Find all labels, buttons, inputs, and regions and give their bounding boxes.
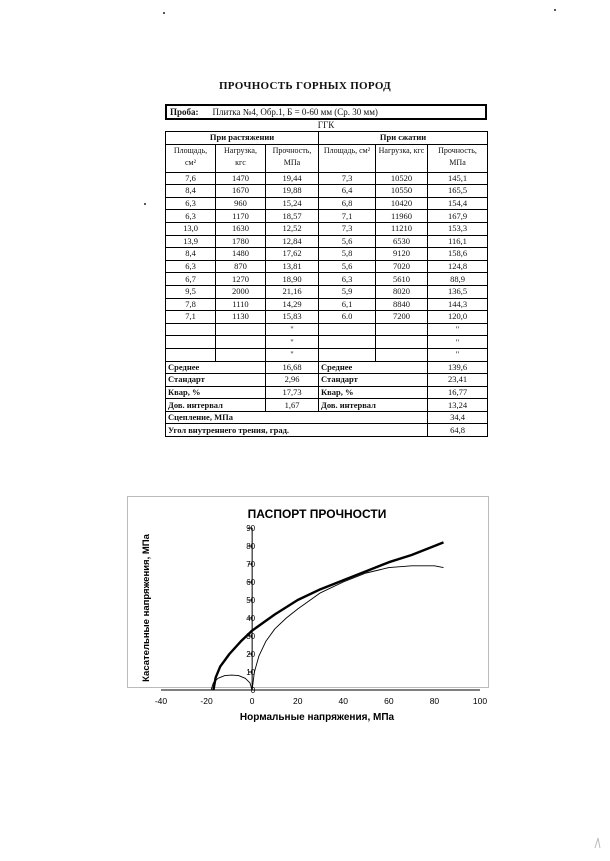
cell-c-load: 5610	[376, 273, 428, 286]
y-tick-label: 10	[246, 668, 256, 677]
y-tick-label: 30	[246, 632, 256, 641]
cell-c-load: 7020	[376, 260, 428, 273]
table-row	[166, 172, 488, 185]
cell-t-str: 18,90	[266, 273, 319, 286]
y-tick-label: 20	[246, 650, 256, 659]
col-load: Нагрузка, кгс	[216, 144, 266, 172]
x-axis-label: Нормальные напряжения, МПа	[239, 712, 395, 723]
table-row	[166, 235, 488, 248]
cell-c-area: 7,3	[319, 172, 376, 185]
scan-speck	[554, 9, 556, 11]
ci-tension: 1,67	[266, 399, 319, 412]
cell-t-str: 18,57	[266, 210, 319, 223]
table-row	[166, 185, 488, 198]
std-compression: 23,41	[428, 374, 488, 387]
cell-t-str: 13,81	[266, 260, 319, 273]
mean-tension: 16,68	[266, 361, 319, 374]
cell-t-str: 12,52	[266, 222, 319, 235]
table-row	[166, 197, 488, 210]
cell-t-area: 13,9	[166, 235, 216, 248]
y-tick-label: 0	[250, 686, 256, 695]
cell-t-load: 1480	[216, 248, 266, 261]
source-label: ГГК	[317, 120, 335, 130]
scan-speck	[163, 12, 165, 14]
table-row	[166, 273, 488, 286]
table-row	[166, 323, 488, 336]
cell-t-str: 19,44	[266, 172, 319, 185]
cell-c-area	[319, 348, 376, 361]
cell-t-load: 1130	[216, 311, 266, 324]
mean-compression: 139,6	[428, 361, 488, 374]
cell-c-str: "	[428, 336, 488, 349]
col-strength: Прочность, МПа	[428, 144, 488, 172]
cell-t-str: "	[266, 348, 319, 361]
x-tick-label: -20	[200, 696, 213, 706]
cell-c-load: 8840	[376, 298, 428, 311]
sample-label: Проба:	[170, 107, 199, 117]
y-tick-label: 60	[246, 578, 256, 587]
y-tick-label: 70	[246, 560, 256, 569]
cell-c-area: 5,6	[319, 235, 376, 248]
cell-c-area: 6,3	[319, 273, 376, 286]
cell-t-str: "	[266, 323, 319, 336]
cell-c-area: 7,3	[319, 222, 376, 235]
cell-t-load: 1270	[216, 273, 266, 286]
cell-t-area: 7,8	[166, 298, 216, 311]
cell-c-str: 120,0	[428, 311, 488, 324]
y-tick-label: 50	[246, 596, 256, 605]
cell-t-load: 1110	[216, 298, 266, 311]
group-compression: При сжатии	[319, 132, 488, 145]
cell-c-load: 11210	[376, 222, 428, 235]
cell-c-load	[376, 323, 428, 336]
x-tick-label: 40	[338, 696, 349, 706]
table-row	[166, 298, 488, 311]
cell-t-area	[166, 348, 216, 361]
cell-c-str: 88,9	[428, 273, 488, 286]
cell-c-load: 10420	[376, 197, 428, 210]
group-header-row	[166, 132, 488, 145]
cell-c-str: 116,1	[428, 235, 488, 248]
table-row	[166, 336, 488, 349]
cell-t-str: 19,88	[266, 185, 319, 198]
x-tick-label: 60	[384, 696, 394, 706]
cell-t-load: 1170	[216, 210, 266, 223]
cell-c-load: 9120	[376, 248, 428, 261]
series-line-2	[211, 675, 252, 690]
cell-t-str: 15,24	[266, 197, 319, 210]
cell-c-area: 7,1	[319, 210, 376, 223]
cell-c-str: 165,5	[428, 185, 488, 198]
std-row	[166, 374, 488, 387]
cell-c-area: 6,4	[319, 185, 376, 198]
cell-c-str: 167,9	[428, 210, 488, 223]
cell-t-str: 21,16	[266, 285, 319, 298]
cell-c-area: 5,9	[319, 285, 376, 298]
table-row	[166, 210, 488, 223]
cell-t-area: 13,0	[166, 222, 216, 235]
x-tick-label: 20	[292, 696, 303, 706]
y-tick-label: 90	[246, 524, 256, 533]
cohesion-row	[166, 411, 488, 424]
col-area: Площадь, см²	[166, 144, 216, 172]
friction-label: Угол внутреннего трения, град.	[166, 424, 428, 437]
x-tick-label: -40	[154, 696, 168, 706]
cell-t-area: 8,4	[166, 248, 216, 261]
cohesion-value: 34,4	[428, 411, 488, 424]
ci-label: Дов. интервал	[166, 399, 266, 412]
cell-t-area: 6,7	[166, 273, 216, 286]
cell-c-str: 153,3	[428, 222, 488, 235]
cell-t-str: 17,62	[266, 248, 319, 261]
mean-label-c: Среднее	[319, 361, 428, 374]
group-tension: При растяжении	[166, 132, 319, 145]
page-title: ПРОЧНОСТЬ ГОРНЫХ ПОРОД	[218, 80, 392, 92]
cv-label-c: Квар, %	[319, 386, 428, 399]
cell-c-area	[319, 336, 376, 349]
cell-t-load: 1780	[216, 235, 266, 248]
cell-c-area: 6.0	[319, 311, 376, 324]
cell-c-str: "	[428, 323, 488, 336]
cv-compression: 16,77	[428, 386, 488, 399]
table-row	[166, 260, 488, 273]
corner-mark	[594, 835, 602, 849]
cell-c-area: 6,8	[319, 197, 376, 210]
strength-table	[165, 104, 487, 437]
sample-line	[165, 104, 487, 120]
cell-c-load: 7200	[376, 311, 428, 324]
cell-t-load: 2000	[216, 285, 266, 298]
cell-c-str: 124,8	[428, 260, 488, 273]
cv-label: Квар, %	[166, 386, 266, 399]
cell-c-load	[376, 336, 428, 349]
x-tick-label: 0	[249, 696, 255, 706]
cell-t-area: 7,1	[166, 311, 216, 324]
cell-t-area: 6,3	[166, 260, 216, 273]
cell-t-area: 6,3	[166, 197, 216, 210]
table-row	[166, 348, 488, 361]
table-row	[166, 285, 488, 298]
x-tick-label: 100	[472, 696, 488, 706]
y-tick-label: 80	[246, 542, 256, 551]
cell-c-area: 5,6	[319, 260, 376, 273]
std-tension: 2,96	[266, 374, 319, 387]
cell-c-str: 158,6	[428, 248, 488, 261]
cell-c-load: 6530	[376, 235, 428, 248]
strength-chart	[125, 498, 490, 728]
table-row	[166, 222, 488, 235]
cohesion-label: Сцепление, МПа	[166, 411, 428, 424]
cell-t-area: 9,5	[166, 285, 216, 298]
col-strength: Прочность, МПа	[266, 144, 319, 172]
cell-c-load: 10520	[376, 172, 428, 185]
cell-c-load: 11960	[376, 210, 428, 223]
cell-c-str: 145,1	[428, 172, 488, 185]
cell-t-area: 7,6	[166, 172, 216, 185]
cell-t-str: 15,83	[266, 311, 319, 324]
ci-row	[166, 399, 488, 412]
cell-t-load: 1470	[216, 172, 266, 185]
cell-c-load: 8020	[376, 285, 428, 298]
cell-t-area	[166, 336, 216, 349]
cell-t-area: 6,3	[166, 210, 216, 223]
cell-t-load: 960	[216, 197, 266, 210]
cell-t-load: 870	[216, 260, 266, 273]
friction-value: 64,8	[428, 424, 488, 437]
cell-t-str: 14,29	[266, 298, 319, 311]
cell-c-load	[376, 348, 428, 361]
cell-c-area	[319, 323, 376, 336]
ci-compression: 13,24	[428, 399, 488, 412]
cell-t-area	[166, 323, 216, 336]
cell-t-str: 12,84	[266, 235, 319, 248]
cv-tension: 17,73	[266, 386, 319, 399]
chart-title: ПАСПОРТ ПРОЧНОСТИ	[247, 507, 387, 521]
scan-speck	[144, 203, 146, 205]
cell-t-str: "	[266, 336, 319, 349]
y-axis-label: Касательные напряжения, МПа	[141, 534, 152, 682]
cell-c-area: 6,1	[319, 298, 376, 311]
cell-t-load: 1670	[216, 185, 266, 198]
cell-c-str: "	[428, 348, 488, 361]
std-label: Стандарт	[166, 374, 266, 387]
mean-row	[166, 361, 488, 374]
col-area: Площадь, см²	[319, 144, 376, 172]
table-row	[166, 248, 488, 261]
cell-c-str: 154,4	[428, 197, 488, 210]
cell-t-load	[216, 336, 266, 349]
cell-c-area: 5,8	[319, 248, 376, 261]
cell-t-area: 8,4	[166, 185, 216, 198]
cell-t-load	[216, 348, 266, 361]
sample-value: Плитка №4, Обр.1, Б = 0-60 мм (Ср. 30 мм)	[212, 107, 378, 117]
table-row	[166, 311, 488, 324]
friction-row	[166, 424, 488, 437]
data-table	[165, 131, 488, 437]
cv-row	[166, 386, 488, 399]
cell-c-load: 10550	[376, 185, 428, 198]
y-tick-label: 40	[246, 614, 256, 623]
ci-label-c: Дов. интервал	[319, 399, 428, 412]
cell-t-load: 1630	[216, 222, 266, 235]
col-load: Нагрузка, кгс	[376, 144, 428, 172]
series-line-1	[252, 566, 443, 690]
cell-t-load	[216, 323, 266, 336]
cell-c-str: 136,5	[428, 285, 488, 298]
x-tick-label: 80	[429, 696, 440, 706]
cell-c-str: 144,3	[428, 298, 488, 311]
column-header-row	[166, 144, 488, 172]
mean-label: Среднее	[166, 361, 266, 374]
std-label-c: Стандарт	[319, 374, 428, 387]
